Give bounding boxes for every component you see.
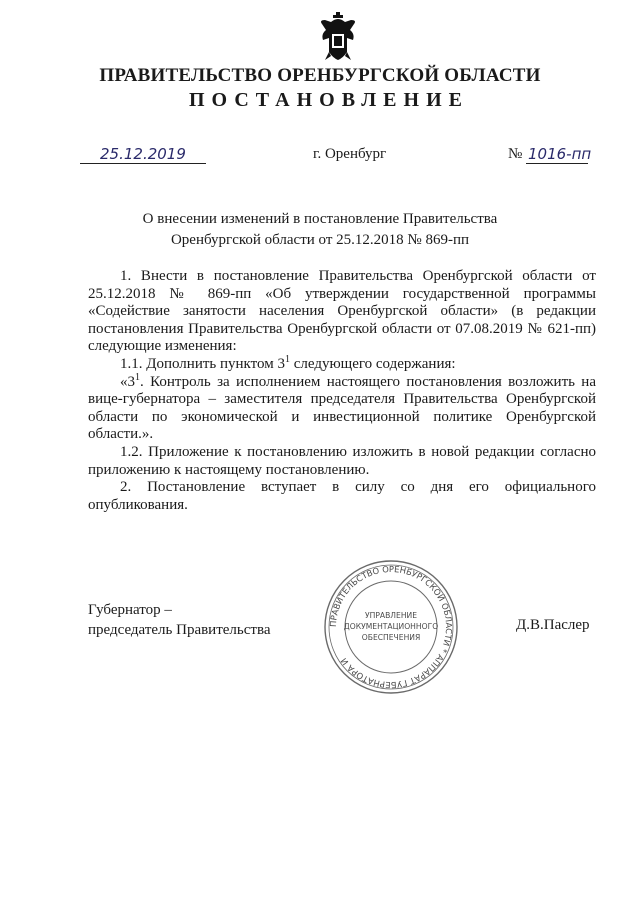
paragraph-1-1-end: следующего содержания: — [289, 355, 456, 372]
document-city: г. Оренбург — [313, 146, 387, 162]
signatory-name: Д.В.Паслер — [516, 617, 590, 633]
paragraph-quote-start: «3 — [120, 373, 135, 390]
date-underline — [80, 163, 206, 164]
position-line-2: председатель Правительства — [88, 622, 271, 638]
superscript: 1 — [284, 353, 290, 365]
document-type: ПОСТАНОВЛЕНИЕ — [189, 89, 469, 111]
position-line-1: Губернатор – — [88, 602, 172, 618]
organization-title: ПРАВИТЕЛЬСТВО ОРЕНБУРГСКОЙ ОБЛАСТИ — [99, 65, 541, 86]
paragraph-1: 1. Внести в постановление Правительства Оренбургской области от 25.12.2018 № 869-пп «Об утверждении государственной программы «Содействие занятости населения Оренбургской области» (в редакции постановления Правительства Оренбургской области от 07.08.2019 № 621-пп) следующие изменения: — [88, 268, 596, 355]
seal-inner-line-3: ОБЕСПЕЧЕНИЯ — [361, 633, 421, 642]
subject-line-2: Оренбургской области от 25.12.2018 № 869-пп — [170, 232, 470, 248]
paragraph-2: 2. Постановление вступает в силу со дня его официального опубликования. — [88, 479, 596, 513]
seal-inner-line-1: УПРАВЛЕНИЕ — [364, 611, 418, 620]
seal-inner-line-2: ДОКУМЕНТАЦИОННОГО — [343, 622, 439, 631]
number-underline — [526, 163, 588, 164]
seal-outer-path: ПРАВИТЕЛЬСТВО ОРЕНБУРГСКОЙ ОБЛАСТИ * АППАРАТ ГУБЕРНАТОРА И — [327, 563, 455, 691]
paragraph-1-2: 1.2. Приложение к постановлению изложить в новой редакции согласно приложению к настоящему постановлению. — [88, 443, 596, 478]
superscript: 1 — [135, 371, 140, 383]
paragraph-quote — [88, 371, 596, 444]
document-number: 1016-пп — [528, 145, 592, 163]
paragraph-1-1-start: 1.1. Дополнить пунктом 3 — [120, 355, 285, 372]
paragraph-quote-end: . Контроль за исполнением настоящего постановления возложить на вице-губернатора – заместителя председателя Правительства Оренбургской области по экономической и инвестиционной политике Оренбургской области.». — [88, 373, 596, 443]
official-seal-icon — [322, 558, 460, 696]
document-subject — [0, 209, 640, 251]
coat-of-arms-icon — [317, 10, 359, 64]
document-body — [88, 268, 596, 514]
signatory-position — [88, 600, 271, 640]
document-date: 25.12.2019 — [100, 145, 186, 163]
subject-line-1: О внесении изменений в постановление Правительства — [142, 211, 498, 227]
paragraph-1-1 — [88, 353, 596, 374]
number-label: № — [508, 146, 523, 162]
